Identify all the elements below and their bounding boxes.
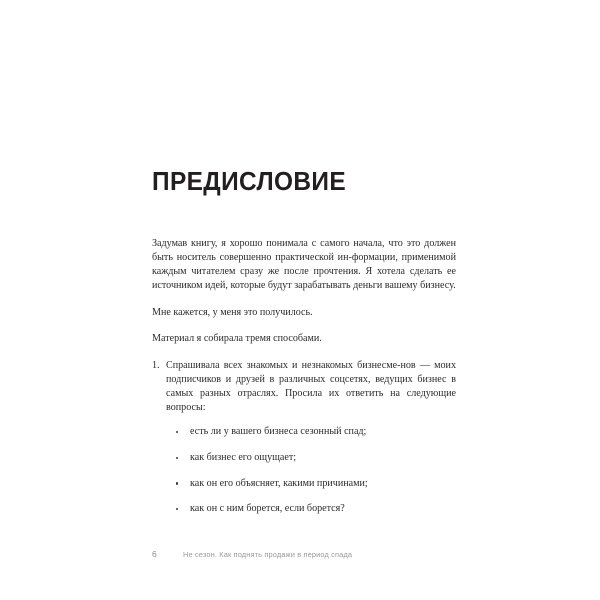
bullet-dot-icon xyxy=(176,431,178,433)
page-title: ПРЕДИСЛОВИЕ xyxy=(152,166,347,196)
list-item xyxy=(152,359,456,415)
bullet-list xyxy=(152,425,456,516)
running-title: Не сезон. Как поднять продажи в период спада xyxy=(183,550,353,559)
list-item-text: Спрашивала всех знакомых и незнакомых бизнесме-нов — моих подписчиков и друзей в различных соцсетях, ведущих бизнес в самых разных отраслях. Просила их ответить на следующие вопросы: xyxy=(166,360,456,414)
bullet-dot-icon xyxy=(176,482,178,484)
page-footer xyxy=(152,549,472,559)
list-item-label: как он с ним борется, если борется? xyxy=(190,503,345,515)
list-item xyxy=(152,477,456,491)
list-item-label: есть ли у вашего бизнеса сезонный спад; xyxy=(190,426,367,438)
page-number: 6 xyxy=(152,549,157,559)
paragraph-intro: Задумав книгу, я хорошо понимала с самого начала, что это должен быть носитель совершенно практической ин-формации, применимой каждым читателем сразу же после прочтения. Я хотела сделать ее источником идей, которые будут зарабатывать деньги вашему бизнесу. xyxy=(152,238,456,292)
paragraph-result: Мне кажется, у меня это получилось. xyxy=(152,306,313,318)
list-item-label: как он его объясняет, какими причинами; xyxy=(190,477,368,489)
numbered-list xyxy=(152,359,456,415)
list-item xyxy=(152,451,456,465)
list-item-number: 1. xyxy=(152,360,160,372)
page-content xyxy=(152,0,456,528)
list-item xyxy=(152,502,456,516)
paragraph-material: Материал я собирала тремя способами. xyxy=(152,333,322,345)
list-item-label: как бизнес его ощущает; xyxy=(190,452,297,464)
bullet-dot-icon xyxy=(176,457,178,459)
bullet-dot-icon xyxy=(176,508,178,510)
list-item xyxy=(152,425,456,439)
